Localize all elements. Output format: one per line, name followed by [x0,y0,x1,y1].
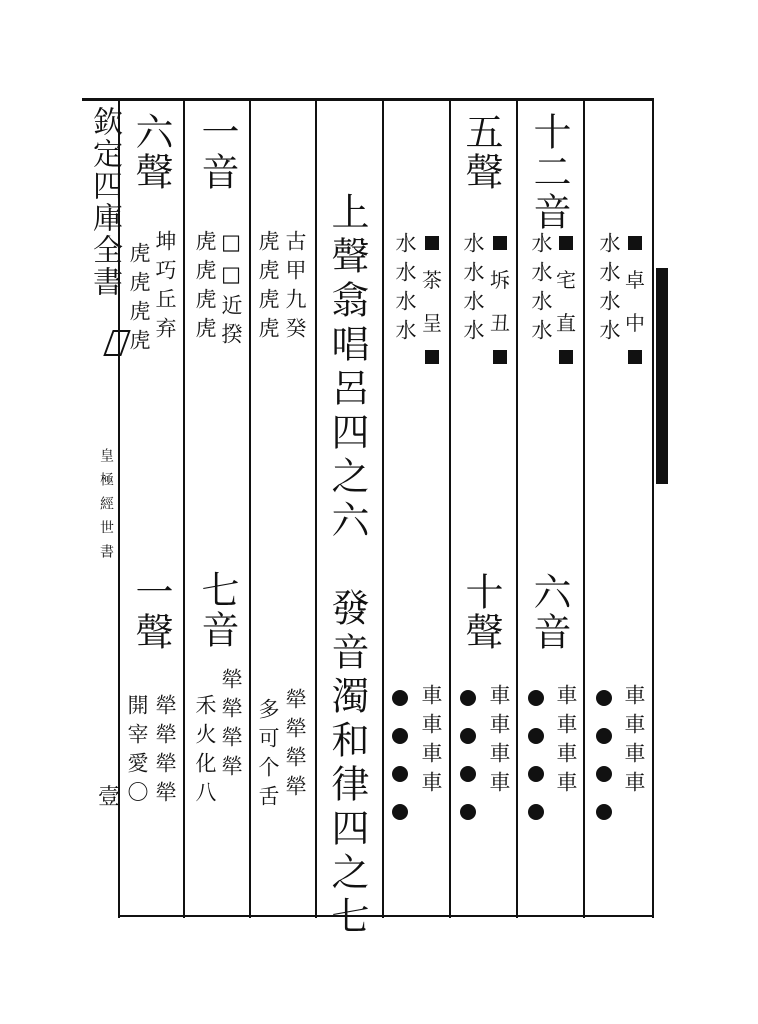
heading-wu-sheng: 五聲 [459,112,503,192]
dot-mark [392,804,408,820]
column-divider [652,98,654,918]
dot-mark [596,804,612,820]
col-liu-tiger: 虎虎虎虎 [127,242,151,358]
block-mark [559,236,573,250]
book-subtitle: 皇極經世書 [98,448,114,568]
col-yi-upper: □□近揆 [219,230,243,352]
char-zhong: 中 [625,311,645,335]
col-cha-cart: 車車車車 [419,684,443,800]
col-cha-water: 水水水水 [393,232,417,348]
col-first-dots [596,690,612,820]
dot-mark [528,728,544,744]
col-gu-tiger: 虎虎虎虎 [256,230,280,346]
page-edge-bar [656,268,668,484]
col-liu-upper: 坤巧丘弃 [153,230,177,346]
dot-mark [392,690,408,706]
dot-mark [528,766,544,782]
char-zhi: 直 [556,311,576,335]
heading-liu-yin: 六音 [527,572,571,652]
block-mark [425,350,439,364]
section-title-lower: 發音濁和律四之七 [325,588,369,940]
col-gu-lower-b: 多可个舌 [256,698,280,814]
col-liu-lower-b: 開宰愛〇 [125,694,149,810]
frame-top-line [82,98,654,101]
col-shier-marks [556,236,576,364]
col-gu-upper: 古甲九癸 [283,230,307,346]
char-zhuo: 卓 [625,268,645,292]
char-zhai: 宅 [556,268,576,292]
dot-mark [528,690,544,706]
dot-mark [596,728,612,744]
block-mark [493,350,507,364]
block-mark [628,236,642,250]
column-divider [183,98,185,918]
heading-yi-yin: 一音 [195,112,239,192]
dot-mark [596,690,612,706]
dot-mark [596,766,612,782]
block-mark [493,236,507,250]
col-liu-lower: 犖犖犖犖 [153,694,177,810]
section-title-upper: 上聲翕唱呂四之六 [325,192,369,544]
column-divider [449,98,451,918]
heading-shier-yin: 十二音 [527,112,571,232]
column-divider [382,98,384,918]
dot-mark [460,804,476,820]
column-divider [249,98,251,918]
block-mark [628,350,642,364]
dot-mark [528,804,544,820]
frame-bottom-line [118,915,654,917]
heading-shi-sheng: 十聲 [459,572,503,652]
dot-mark [392,766,408,782]
column-divider [315,98,317,918]
col-yi-tiger: 虎虎虎虎 [193,230,217,346]
col-shier-dots [528,690,544,820]
dot-mark [460,728,476,744]
page-number: 壹 [98,785,121,810]
col-first-water: 水水水水 [597,232,621,348]
char-chou: 丑 [490,311,510,335]
column-divider [583,98,585,918]
book-title: 欽定四庫全書 [87,106,122,298]
char-cha: 茶 [422,268,442,292]
col-wu-cart: 車車車車 [487,684,511,800]
column-divider [516,98,518,918]
col-first-cart: 車車車車 [622,684,646,800]
char-che: 坼 [490,268,510,292]
heading-yi-sheng: 一聲 [129,572,173,652]
char-cheng: 呈 [422,311,442,335]
col-wu-water: 水水水水 [461,232,485,348]
col-yi-lower: 犖犖犖犖 [219,668,243,784]
col-yi-lower-b: 禾火化八 [193,694,217,810]
col-shier-cart: 車車車車 [554,684,578,800]
col-cha-dots [392,690,408,820]
col-wu-marks [490,236,510,364]
col-shier-water: 水水水水 [529,232,553,348]
block-mark [425,236,439,250]
col-cha-marks [422,236,442,364]
col-gu-lower: 犖犖犖犖 [283,688,307,804]
heading-liu-sheng: 六聲 [129,112,173,192]
col-first-marks [625,236,645,364]
dot-mark [460,766,476,782]
dot-mark [392,728,408,744]
col-wu-dots [460,690,476,820]
block-mark [559,350,573,364]
heading-qi-yin: 七音 [195,570,239,650]
dot-mark [460,690,476,706]
